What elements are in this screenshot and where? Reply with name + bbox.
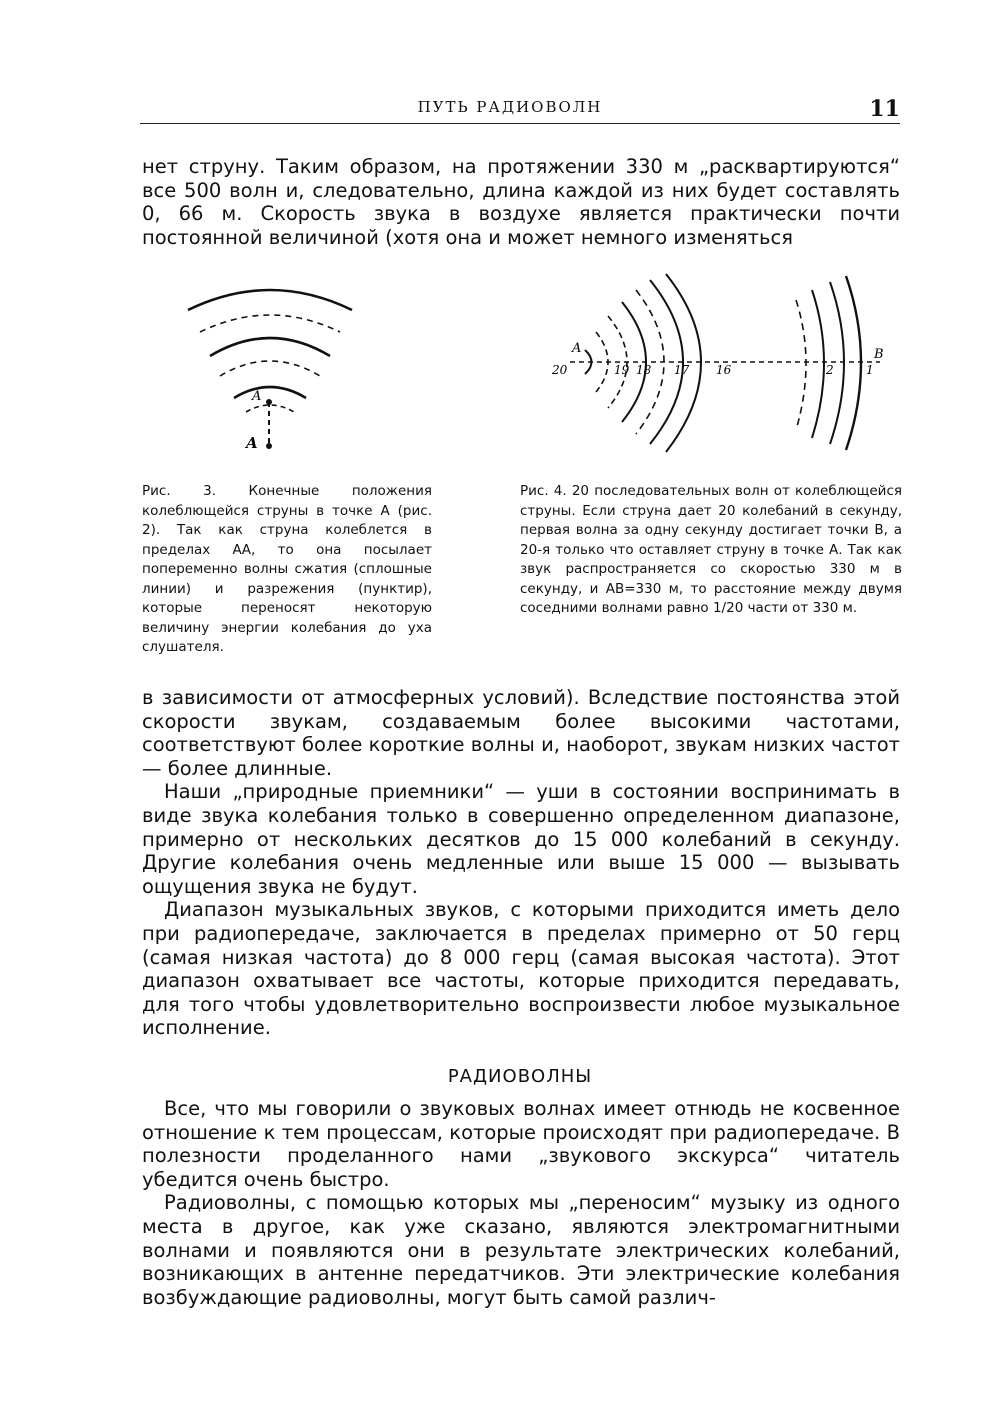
paragraph: Диапазон музыкальных звуков, с которыми приходится иметь дело при радиопередаче, заключается в пределах примерно от 50 герц (самая низкая частота) до 8 000 герц (самая высокая частота). Этот диапазон охватывает все частоты, которые приходится передавать, для того чтобы удовлетворительно воспроизвести любое музыкальное исполнение. bbox=[142, 898, 900, 1040]
wave-2a bbox=[796, 300, 806, 430]
figure-4-drawing bbox=[540, 270, 890, 470]
figure-4-caption: Рис. 4. 20 последовательных волн от колеблющейся струны. Если струна дает 20 колебаний в секунду, первая волна за одну секунду достигает точки В, а 20-я только что оставляет струну в точке А. Так как звук распространяется со скоростью 330 м в секунду, и АВ=330 м, то расстояние между двумя соседними волнами равно 1/20 части от 330 м. bbox=[520, 483, 902, 616]
compression-wave-1 bbox=[188, 290, 352, 310]
fig4-label-16: 16 bbox=[716, 363, 732, 377]
wave-2b bbox=[812, 290, 824, 438]
paragraph: Все, что мы говорили о звуковых волнах имеет отнюдь не косвенное отношение к тем процессам, которые происходят при радиопередаче. В полезности проделанного нами „звукового экскурса“ читатель убедится очень быстро. bbox=[142, 1097, 900, 1191]
fig4-label-18: 18 bbox=[636, 363, 652, 377]
figure-3 bbox=[180, 280, 380, 460]
fig4-label-b: B bbox=[874, 347, 884, 362]
paragraph: в зависимости от атмосферных условий). Вследствие постоянства этой скорости звукам, создаваемым более высокими частотами, соответствуют более короткие волны и, наоборот, звукам низких частот — более длинные. bbox=[142, 686, 900, 780]
running-title: ПУТЬ РАДИОВОЛН bbox=[417, 98, 603, 116]
body-section-middle bbox=[142, 686, 900, 1040]
rarefaction-wave-1 bbox=[200, 315, 340, 332]
fig4-label-17: 17 bbox=[674, 363, 690, 377]
fig4-label-19: 19 bbox=[614, 363, 630, 377]
section-heading: РАДИОВОЛНЫ bbox=[447, 1066, 593, 1087]
string-point-bottom bbox=[266, 443, 272, 449]
figure-3-drawing bbox=[180, 280, 380, 460]
string-point-top bbox=[266, 399, 272, 405]
fig4-label-a: A bbox=[572, 341, 582, 356]
compression-wave-2 bbox=[210, 338, 330, 356]
compression-wave-3 bbox=[234, 387, 306, 398]
fig4-label-1: 1 bbox=[866, 363, 874, 377]
wave-17b bbox=[636, 290, 664, 434]
running-head bbox=[140, 96, 900, 128]
paragraph: Наши „природные приемники“ — уши в состоянии воспринимать в виде звука колебания только в совершенно определенном диапазоне, примерно от нескольких десятков до 15 000 колебаний в секунду. Другие колебания очень медленные или выше 15 000 — вызывать ощущения звука не будут. bbox=[142, 780, 900, 898]
body-paragraph-continuation bbox=[142, 155, 900, 249]
body-section-bottom bbox=[142, 1097, 900, 1309]
wave-1b bbox=[846, 276, 861, 450]
figure-4 bbox=[540, 270, 890, 470]
fig3-label-a-bottom: A bbox=[246, 434, 258, 452]
header-rule bbox=[140, 123, 900, 124]
rarefaction-wave-2 bbox=[220, 361, 320, 376]
paragraph: нет струну. Таким образом, на протяжении 330 м „расквартируются“ все 500 волн и, следовательно, длина каждой из них будет составлять 0, 66 м. Скорость звука в воздухе является практически почти постоянной величиной (хотя она и может немного изменяться bbox=[142, 155, 900, 249]
figure-3-caption: Рис. 3. Конечные положения колеблющейся струны в точке А (рис. 2). Так как струна колеблется в пределах АА, то она посылает попеременно волны сжатия (сплошные линии) и разрежения (пунктир), которые переносят некоторую величину энергии колебания до уха слушателя. bbox=[142, 483, 432, 655]
paragraph: Радиоволны, с помощью которых мы „переносим“ музыку из одного места в другое, как уже сказано, являются электромагнитными волнами и появляются они в результате электрических колебаний, возникающих в антенне передатчиков. Эти электрические колебания возбуждающие радиоволны, могут быть самой различ- bbox=[142, 1191, 900, 1309]
fig4-label-20: 20 bbox=[552, 363, 568, 377]
page-number: 11 bbox=[869, 96, 900, 122]
fig4-label-2: 2 bbox=[826, 363, 834, 377]
fig3-label-a-top: A bbox=[252, 389, 262, 404]
